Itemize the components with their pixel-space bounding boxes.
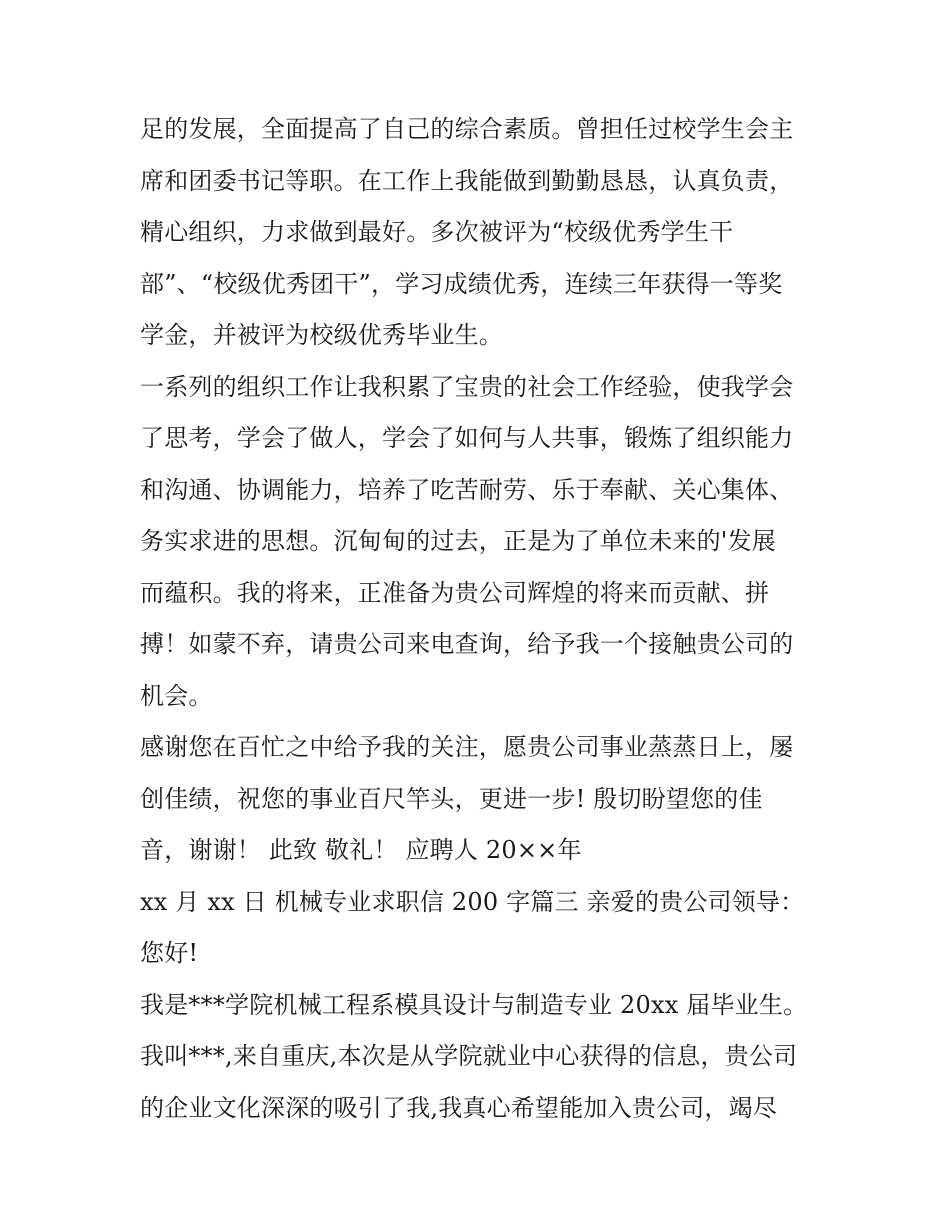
text-line: 音，谢谢！ 此致 敬礼！ 应聘人 20××年 — [140, 836, 582, 864]
text-line: 感谢您在百忙之中给予我的关注，愿贵公司事业蒸蒸日上，屡 — [140, 733, 794, 761]
text-line: 我是***学院机械工程系模具设计与制造专业 20xx 届毕业生。 — [140, 990, 808, 1019]
text-line: 精心组织，力求做到最好。多次被评为“校级优秀学生干 — [140, 218, 734, 246]
text-line: 机会。 — [140, 681, 213, 710]
text-line: 了思考，学会了做人，学会了如何与人共事，锻炼了组织能力 — [140, 424, 794, 452]
text-line: 我叫***,来自重庆,本次是从学院就业中心获得的信息，贵公司 — [140, 1042, 798, 1070]
text-line: xx 月 xx 日 机械专业求职信 200 字篇三 亲爱的贵公司领导： — [140, 887, 805, 916]
body-text — [140, 104, 830, 1134]
text-line: 和沟通、协调能力，培养了吃苦耐劳、乐于奉献、关心集体、 — [140, 475, 794, 504]
text-line: 而蕴积。我的将来，正准备为贵公司辉煌的将来而贡献、拼 — [140, 578, 770, 607]
text-line: 您好! — [140, 939, 199, 967]
text-line: 创佳绩，祝您的事业百尺竿头，更进一步! 殷切盼望您的佳 — [140, 784, 763, 813]
text-line: 席和团委书记等职。在工作上我能做到勤勤恳恳，认真负责， — [140, 166, 794, 195]
text-line: 足的发展，全面提高了自己的综合素质。曾担任过校学生会主 — [140, 115, 794, 143]
text-line: 搏！如蒙不弃，请贵公司来电查询，给予我一个接触贵公司的 — [140, 630, 794, 658]
text-line: 学金，并被评为校级优秀毕业生。 — [140, 321, 503, 349]
text-line: 部”、“校级优秀团干”，学习成绩优秀，连续三年获得一等奖 — [140, 269, 783, 298]
text-line: 的企业文化深深的吸引了我,我真心希望能加入贵公司，竭尽 — [140, 1093, 778, 1122]
text-line: 务实求进的思想。沉甸甸的过去，正是为了单位未来的'发展 — [140, 527, 776, 555]
text-line: 一系列的组织工作让我积累了宝贵的社会工作经验，使我学会 — [140, 372, 794, 401]
